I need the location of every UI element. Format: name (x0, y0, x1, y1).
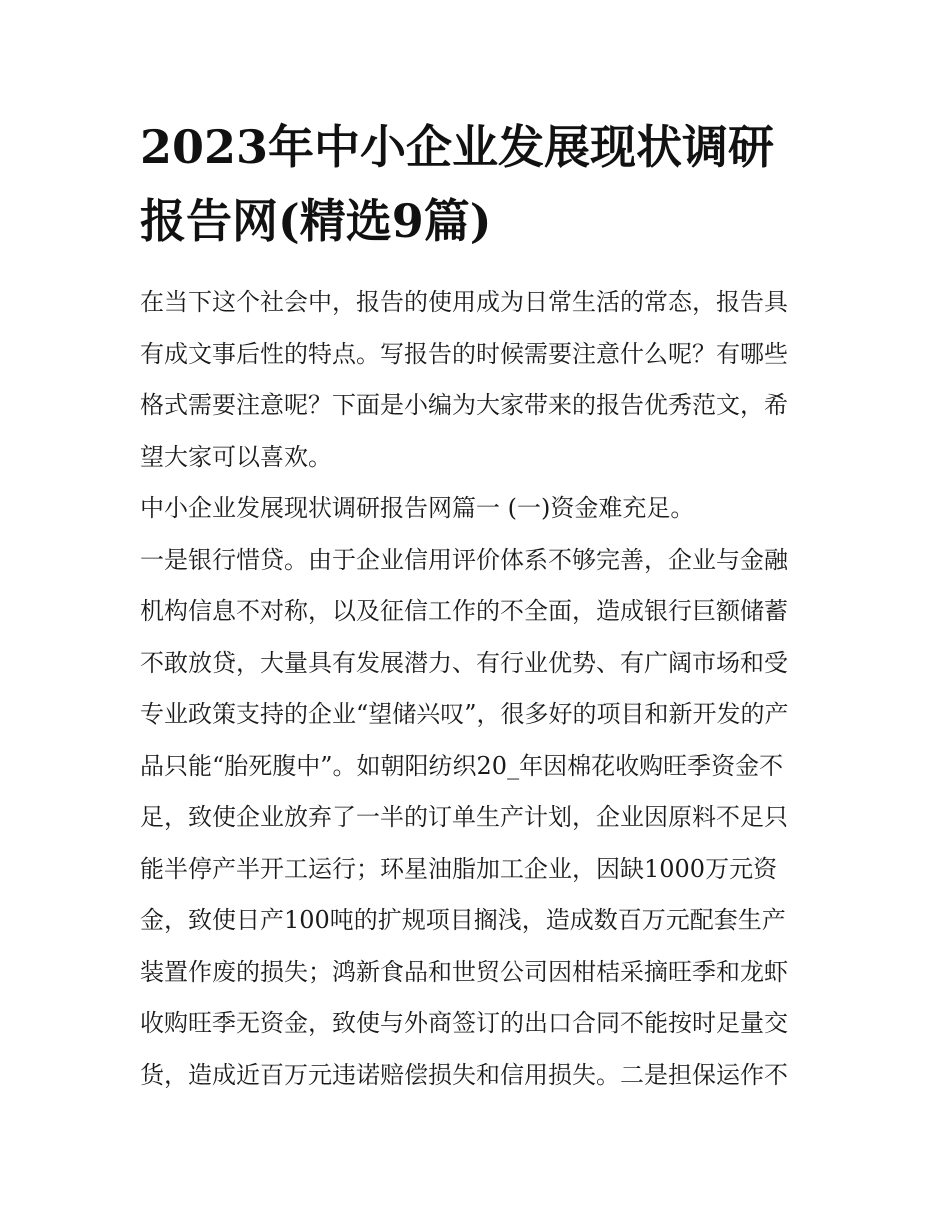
body-line: 一是银行惜贷。由于企业信用评价体系不够完善，企业与金融 (140, 545, 788, 574)
body-line: 机构信息不对称，以及征信工作的不全面，造成银行巨额储蓄 (140, 597, 788, 625)
body-line: 能半停产半开工运行；环星油脂加工企业，因缺1000万元资 (140, 854, 778, 883)
intro-line: 望大家可以喜欢。 (140, 442, 332, 471)
body-line: 足，致使企业放弃了一半的订单生产计划，企业因原料不足只 (140, 803, 788, 831)
body-line: 不敢放贷，大量具有发展潜力、有行业优势、有广阔市场和受 (140, 648, 788, 677)
body-line: 金，致使日产100吨的扩规项目搁浅，造成数百万元配套生产 (140, 906, 786, 934)
document-body (140, 277, 830, 1101)
intro-line: 在当下这个社会中，报告的使用成为日常生活的常态，报告具 (140, 288, 788, 316)
body-line: 装置作废的损失；鸿新食品和世贸公司因柑桔采摘旺季和龙虾 (140, 957, 788, 986)
body-line: 货，造成近百万元违诺赔偿损失和信用损失。二是担保运作不 (140, 1060, 788, 1089)
section-heading: 中小企业发展现状调研报告网篇一 (一)资金难充足。 (140, 494, 695, 522)
body-line: 品只能“胎死腹中”。如朝阳纺织20_年因棉花收购旺季资金不 (140, 751, 784, 780)
intro-line: 有成文事后性的特点。写报告的时候需要注意什么呢？有哪些 (140, 339, 788, 368)
body-line: 收购旺季无资金，致使与外商签订的出口合同不能按时足量交 (140, 1009, 788, 1037)
intro-line: 格式需要注意呢？下面是小编为大家带来的报告优秀范文，希 (140, 391, 788, 419)
body-line: 专业政策支持的企业“望储兴叹”，很多好的项目和新开发的产 (140, 700, 789, 728)
title-line: 2023年中小企业发展现状调研 (140, 120, 775, 174)
title-line: 报告网(精选9篇) (140, 194, 492, 248)
document-title (140, 110, 840, 258)
